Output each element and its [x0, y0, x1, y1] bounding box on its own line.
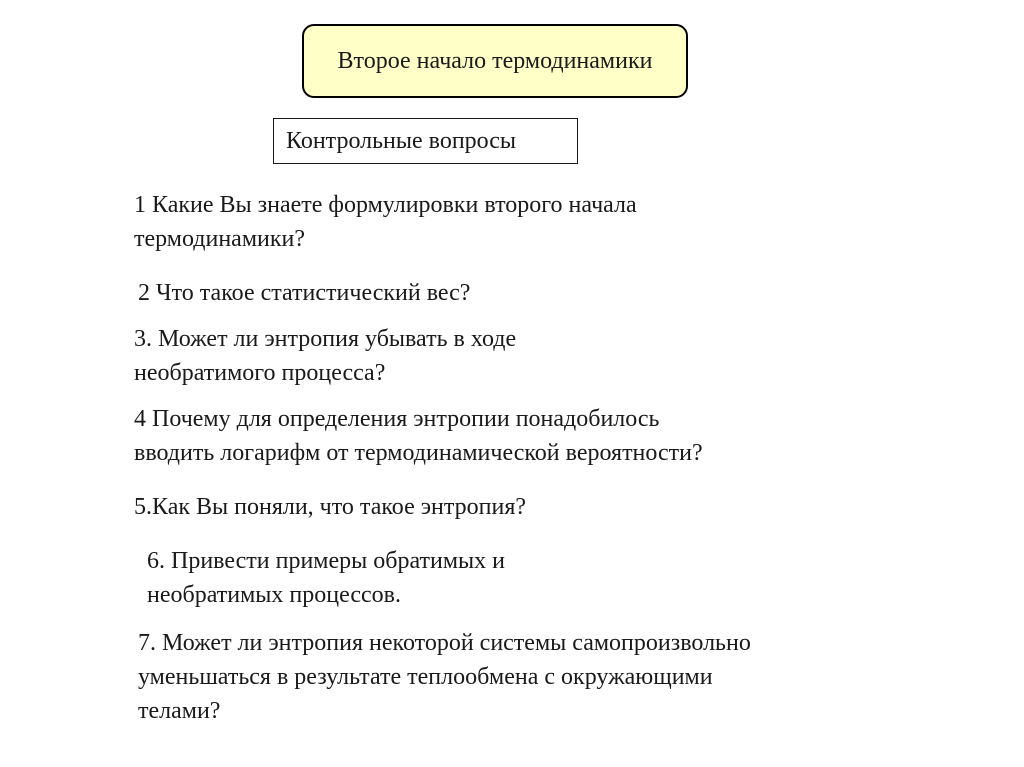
slide-subtitle: Контрольные вопросы	[273, 118, 578, 164]
question-5	[134, 490, 526, 524]
question-4	[134, 402, 703, 470]
question-4-line-1: 4 Почему для определения энтропии понадобилось	[134, 406, 660, 432]
question-3-line-2: необратимого процесса?	[134, 360, 386, 386]
question-2	[138, 276, 470, 310]
question-3-line-1: 3. Может ли энтропия убывать в ходе	[134, 326, 517, 352]
question-7-line-3: телами?	[138, 698, 221, 724]
question-1-line-1: 1 Какие Вы знаете формулировки второго начала	[134, 192, 637, 218]
question-7-line-2: уменьшаться в результате теплообмена с окружающими	[138, 664, 713, 690]
question-2-line-1: 2 Что такое статистический вес?	[138, 280, 471, 306]
question-1	[134, 188, 637, 256]
question-7-line-1: 7. Может ли энтропия некоторой системы самопроизвольно	[138, 630, 751, 656]
question-7	[138, 626, 751, 728]
question-6-line-1: 6. Привести примеры обратимых и	[147, 548, 505, 574]
question-6	[147, 544, 505, 612]
question-3	[134, 322, 516, 390]
question-1-line-2: термодинамики?	[134, 226, 306, 252]
slide-title: Второе начало термодинамики	[302, 24, 688, 98]
question-6-line-2: необратимых процессов.	[147, 582, 401, 608]
question-5-line-1: 5.Как Вы поняли, что такое энтропия?	[134, 494, 527, 520]
question-4-line-2: вводить логарифм от термодинамической вероятности?	[134, 440, 703, 466]
